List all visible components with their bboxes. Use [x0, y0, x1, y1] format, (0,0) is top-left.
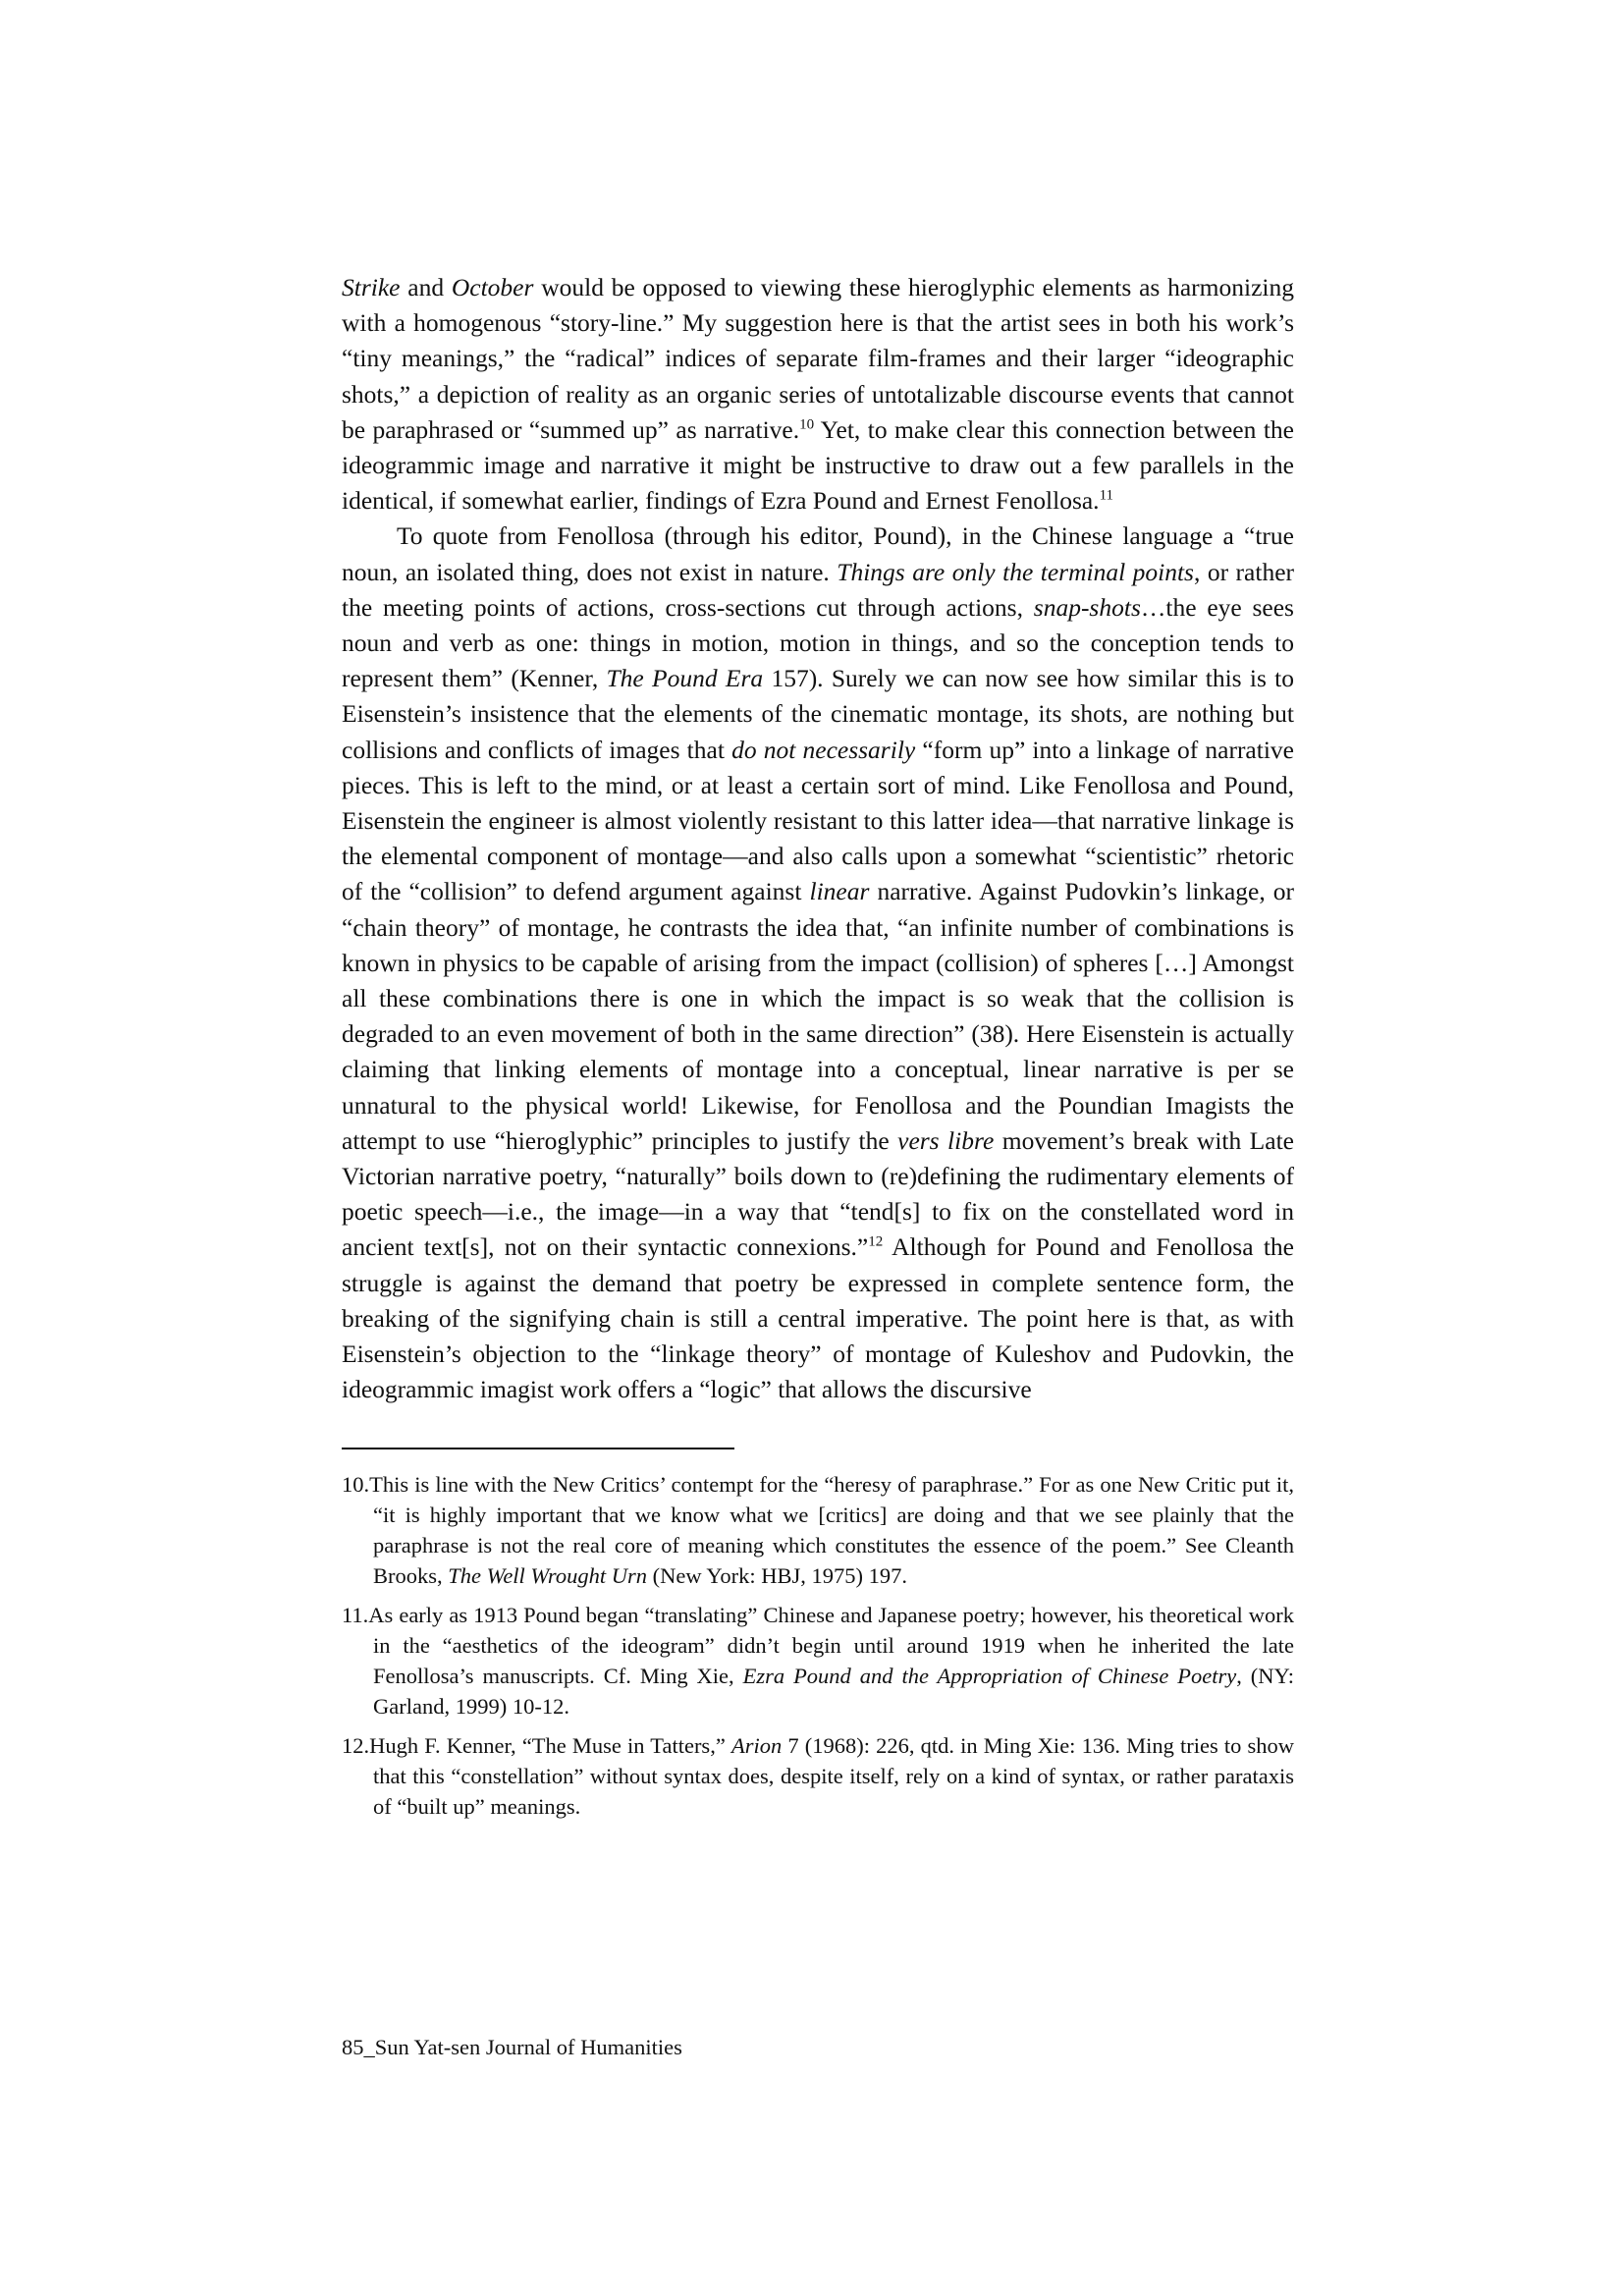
footnote-text: This is line with the New Critics’ contempt for the “heresy of paraphrase.” For as one New Critic put it, “it is highly important that we know what we [critics] are doing and that we see plainly that the paraphrase is not the real core of meaning which constitutes the essence of the poem.” See Cleanth Brooks,: [369, 1471, 1294, 1588]
footnote-ref-12[interactable]: 12: [868, 1233, 884, 1250]
footnote-text: 7 (1968): 226, qtd. in Ming Xie: 136. Ming tries to show that this “constellation” without syntax does, despite itself, rely on a kind of syntax, or rather parataxis of “built up” meanings.: [373, 1732, 1294, 1819]
running-footer: 85_Sun Yat-sen Journal of Humanities: [342, 2035, 682, 2059]
text-run: “form up” into a linkage of narrative pieces. This is left to the mind, or at least a certain sort of mind. Like Fenollosa and Pound, Eisenstein the engineer is almost violently resistant to this latter idea—that narrative linkage is the elemental component of montage—and also calls upon a somewhat “scientistic” rhetoric of the “collision” to defend argument against: [342, 735, 1294, 906]
text-run: narrative. Against Pudovkin’s linkage, or “chain theory” of montage, he contrasts the idea that, “an infinite number of combinations is known in physics to be capable of arising from the impact (collision) of spheres […] Amongst all these combinations there is one in which the impact is so weak that the collision is degraded to an even movement of both in the same direction” (38). Here Eisenstein is actually claiming that linking elements of montage into a conceptual, linear narrative is per se unnatural to the physical world! Likewise, for Fenollosa and the Poundian Imagists the attempt to use “hieroglyphic” principles to justify the: [342, 877, 1294, 1155]
footnote-11: [342, 1600, 1294, 1722]
footnote-text: , (NY: Garland, 1999) 10-12.: [373, 1663, 1294, 1719]
text-run: movement’s break with Late Victorian narrative poetry, “naturally” boils down to (re)defining the rudimentary elements of poetic speech—i.e., the image—in a way that “tend[s] to fix on the constellated word in ancient text[s], not on their syntactic connexions.”: [342, 1125, 1294, 1262]
text-run: , or rather the meeting points of actions, cross-sections cut through actions,: [342, 557, 1295, 622]
film-title-october: October: [451, 273, 534, 301]
footnote-12: [342, 1730, 1294, 1822]
text-run: Yet, to make clear this connection between the ideogrammic image and narrative it might be instructive to draw out a few parallels in the identical, if somewhat earlier, findings of Ezra Pound and Ernest Fenollosa.: [342, 414, 1294, 516]
footnote-10: [342, 1469, 1294, 1591]
footnote-ref-11[interactable]: 11: [1099, 487, 1114, 504]
text-run: To quote from Fenollosa (through his editor, Pound), in the Chinese language a “true noun, an isolated thing, does not exist in nature.: [342, 521, 1294, 586]
footnote-title: Arion: [730, 1732, 783, 1758]
body-text: [342, 270, 1294, 1408]
footnote-number: 11.: [342, 1602, 369, 1627]
text-run: Although for Pound and Fenollosa the struggle is against the demand that poetry be expressed in complete sentence form, the breaking of the signifying chain is still a central imperative. The point here is that, as with Eisenstein’s objection to the “linkage theory” of montage of Kuleshov and Pudovkin, the ideogrammic imagist work offers a “logic” that allows the discursive: [342, 1232, 1294, 1404]
footnote-number: 12.: [342, 1732, 370, 1758]
footnote-text: (New York: HBJ, 1975) 197.: [647, 1562, 908, 1588]
emphasis: vers libre: [897, 1125, 995, 1155]
text-run: …the eye sees noun and verb as one: things in motion, motion in things, and so the conception tends to represent them” (Kenner,: [342, 592, 1294, 693]
footnote-divider: [342, 1448, 734, 1449]
footnote-text: As early as 1913 Pound began “translating” Chinese and Japanese poetry; however, his theoretical work in the “aesthetics of the ideogram” didn’t begin until around 1919 when he inherited the late Fenollosa’s manuscripts. Cf. Ming Xie,: [368, 1602, 1294, 1688]
text-run: and: [400, 273, 452, 301]
emphasis: snap-shots: [1033, 592, 1141, 622]
emphasis: Things are only the terminal points: [837, 557, 1194, 586]
footnotes: [342, 1469, 1294, 1822]
paragraph-1: [342, 270, 1294, 519]
text-run: would be opposed to viewing these hieroglyphic elements as harmonizing with a homogenous “story-line.” My suggestion here is that the artist sees in both his work’s “tiny meanings,” the “radical” indices of separate film-frames and their larger “ideographic shots,” a depiction of reality as an organic series of untotalizable discourse events that cannot be paraphrased or “summed up” as narrative.: [342, 273, 1294, 444]
book-title: The Pound Era: [606, 664, 764, 693]
footnote-title: The Well Wrought Urn: [448, 1562, 647, 1588]
footnote-title: Ezra Pound and the Appropriation of Chinese Poetry: [742, 1663, 1237, 1688]
paragraph-2: [342, 519, 1294, 1407]
emphasis: do not necessarily: [731, 735, 916, 764]
film-title-strike: Strike: [342, 273, 401, 301]
footnote-text: Hugh F. Kenner, “The Muse in Tatters,”: [369, 1732, 731, 1758]
emphasis: linear: [809, 877, 870, 906]
footnote-number: 10.: [342, 1471, 370, 1497]
footnote-ref-10[interactable]: 10: [799, 416, 815, 433]
page: [342, 270, 1294, 1831]
text-run: 157). Surely we can now see how similar this is to Eisenstein’s insistence that the elements of the cinematic montage, its shots, are nothing but collisions and conflicts of images that: [342, 664, 1295, 764]
